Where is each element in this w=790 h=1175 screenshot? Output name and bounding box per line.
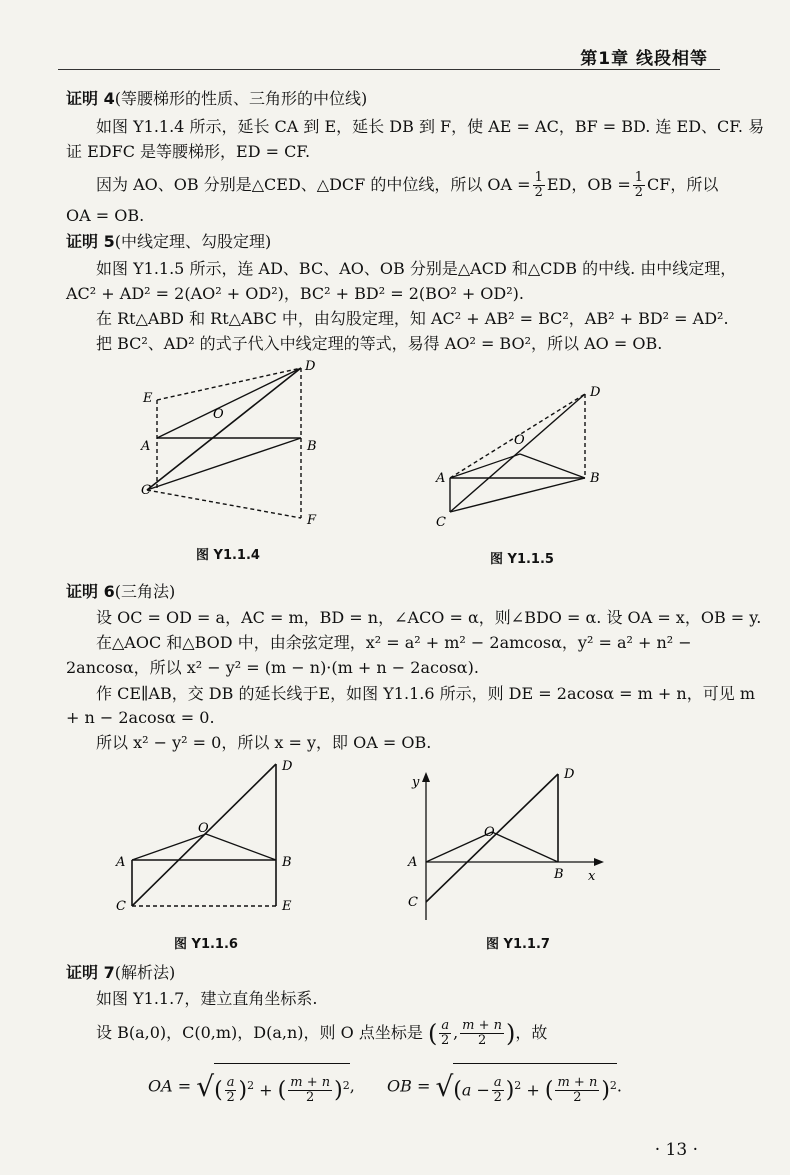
label-E: E [143, 391, 153, 406]
proof6-line5: + n − 2acosα = 0. [66, 708, 215, 727]
caption-y115: 图 Y1.1.5 [490, 552, 554, 567]
label-D: D [282, 759, 293, 774]
label-D: D [590, 385, 601, 400]
proof7-line1: 如图 Y1.1.7，建立直角坐标系. [96, 989, 318, 1008]
label-O: O [484, 825, 495, 840]
proof5-line3: 在 Rt△ABD 和 Rt△ABC 中，由勾股定理，知 AC² + AB² = BC²，AB² + BD² = AD². [96, 309, 729, 328]
proof5-line4: 把 BC²、AD² 的式子代入中线定理的等式，易得 AO² = BO²，所以 AO = OB. [96, 334, 663, 353]
header-rule [58, 69, 720, 70]
proof7-heading: 证明 7(解析法) [66, 963, 176, 982]
label-O: O [198, 821, 209, 836]
label-C: C [141, 483, 151, 498]
figure-y116 [112, 758, 312, 914]
proof4-heading: 证明 4(等腰梯形的性质、三角形的中位线) [66, 89, 368, 108]
proof6-line3: 2ancosα，所以 x² − y² = (m − n)·(m + n − 2acosα). [66, 658, 479, 677]
proof4-line3: 因为 AO、OB 分别是△CED、△DCF 的中位线，所以 OA = $\frac{1}{2}$ ED，OB = $\frac{1}{2}$ CF，所以 [96, 170, 719, 200]
label-O: O [514, 433, 525, 448]
proof6-line6: 所以 x² − y² = 0，所以 x = y，即 OA = OB. [96, 733, 432, 752]
label-D: D [305, 359, 316, 374]
caption-y114: 图 Y1.1.4 [196, 548, 260, 563]
chapter-title: 第1章 线段相等 [580, 49, 708, 69]
proof6-heading: 证明 6(三角法) [66, 582, 176, 601]
label-x: x [588, 869, 596, 884]
label-C: C [116, 899, 126, 914]
label-O: O [213, 407, 224, 422]
label-C: C [436, 515, 446, 530]
label-y: y [412, 775, 420, 790]
label-A: A [436, 471, 446, 486]
proof5-heading: 证明 5(中线定理、勾股定理) [66, 232, 272, 251]
proof7-line2: 设 B(a,0)，C(0,m)，D(a,n)，则 O 点坐标是 ( $\frac{a}{2}$ , $\frac{m + n}{2}$ )，故 [96, 1018, 548, 1048]
proof7-formula: OA = √( $\frac{a}{2}$ )$^2$ + ( $\frac{m + n}{2}$ )$^2$, OB = √(a − $\frac{a}{2}$ )$^2$ + ( $\frac{m + n}{2}$ )$^2$. [148, 1063, 720, 1111]
figure-y117 [400, 767, 600, 930]
figure-y114 [135, 359, 335, 532]
figure-y115 [430, 382, 610, 532]
label-F: F [307, 513, 317, 528]
proof6-line2: 在△AOC 和△BOD 中，由余弦定理，x² = a² + m² − 2amcosα，y² = a² + n² − [96, 633, 692, 652]
label-A: A [408, 855, 418, 870]
proof5-line2: AC² + AD² = 2(AO² + OD²)，BC² + BD² = 2(BO² + OD²). [66, 284, 524, 303]
caption-y116: 图 Y1.1.6 [174, 937, 238, 952]
label-B: B [554, 867, 564, 882]
page-header [0, 0, 790, 75]
label-C: C [408, 895, 418, 910]
proof6-line4: 作 CE∥AB，交 DB 的延长线于E，如图 Y1.1.6 所示，则 DE = 2acosα = m + n，可见 m [96, 684, 755, 703]
proof5-line1: 如图 Y1.1.5 所示，连 AD、BC、AO、OB 分别是△ACD 和△CDB 的中线. 由中线定理， [96, 259, 737, 278]
label-A: A [141, 439, 151, 454]
proof4-line4: OA = OB. [66, 206, 145, 225]
page-number: · 13 · [654, 1140, 698, 1160]
label-B: B [590, 471, 600, 486]
proof4-line1: 如图 Y1.1.4 所示，延长 CA 到 E，延长 DB 到 F，使 AE = AC，BF = BD. 连 ED、CF. 易 [96, 117, 765, 136]
proof4-line2: 证 EDFC 是等腰梯形，ED = CF. [66, 142, 311, 161]
proof6-line1: 设 OC = OD = a，AC = m，BD = n，∠ACO = α，则∠BDO = α. 设 OA = x，OB = y. [96, 608, 762, 627]
label-B: B [282, 855, 292, 870]
label-E: E [282, 899, 292, 914]
caption-y117: 图 Y1.1.7 [486, 937, 550, 952]
label-B: B [307, 439, 317, 454]
label-A: A [116, 855, 126, 870]
label-D: D [564, 767, 575, 782]
